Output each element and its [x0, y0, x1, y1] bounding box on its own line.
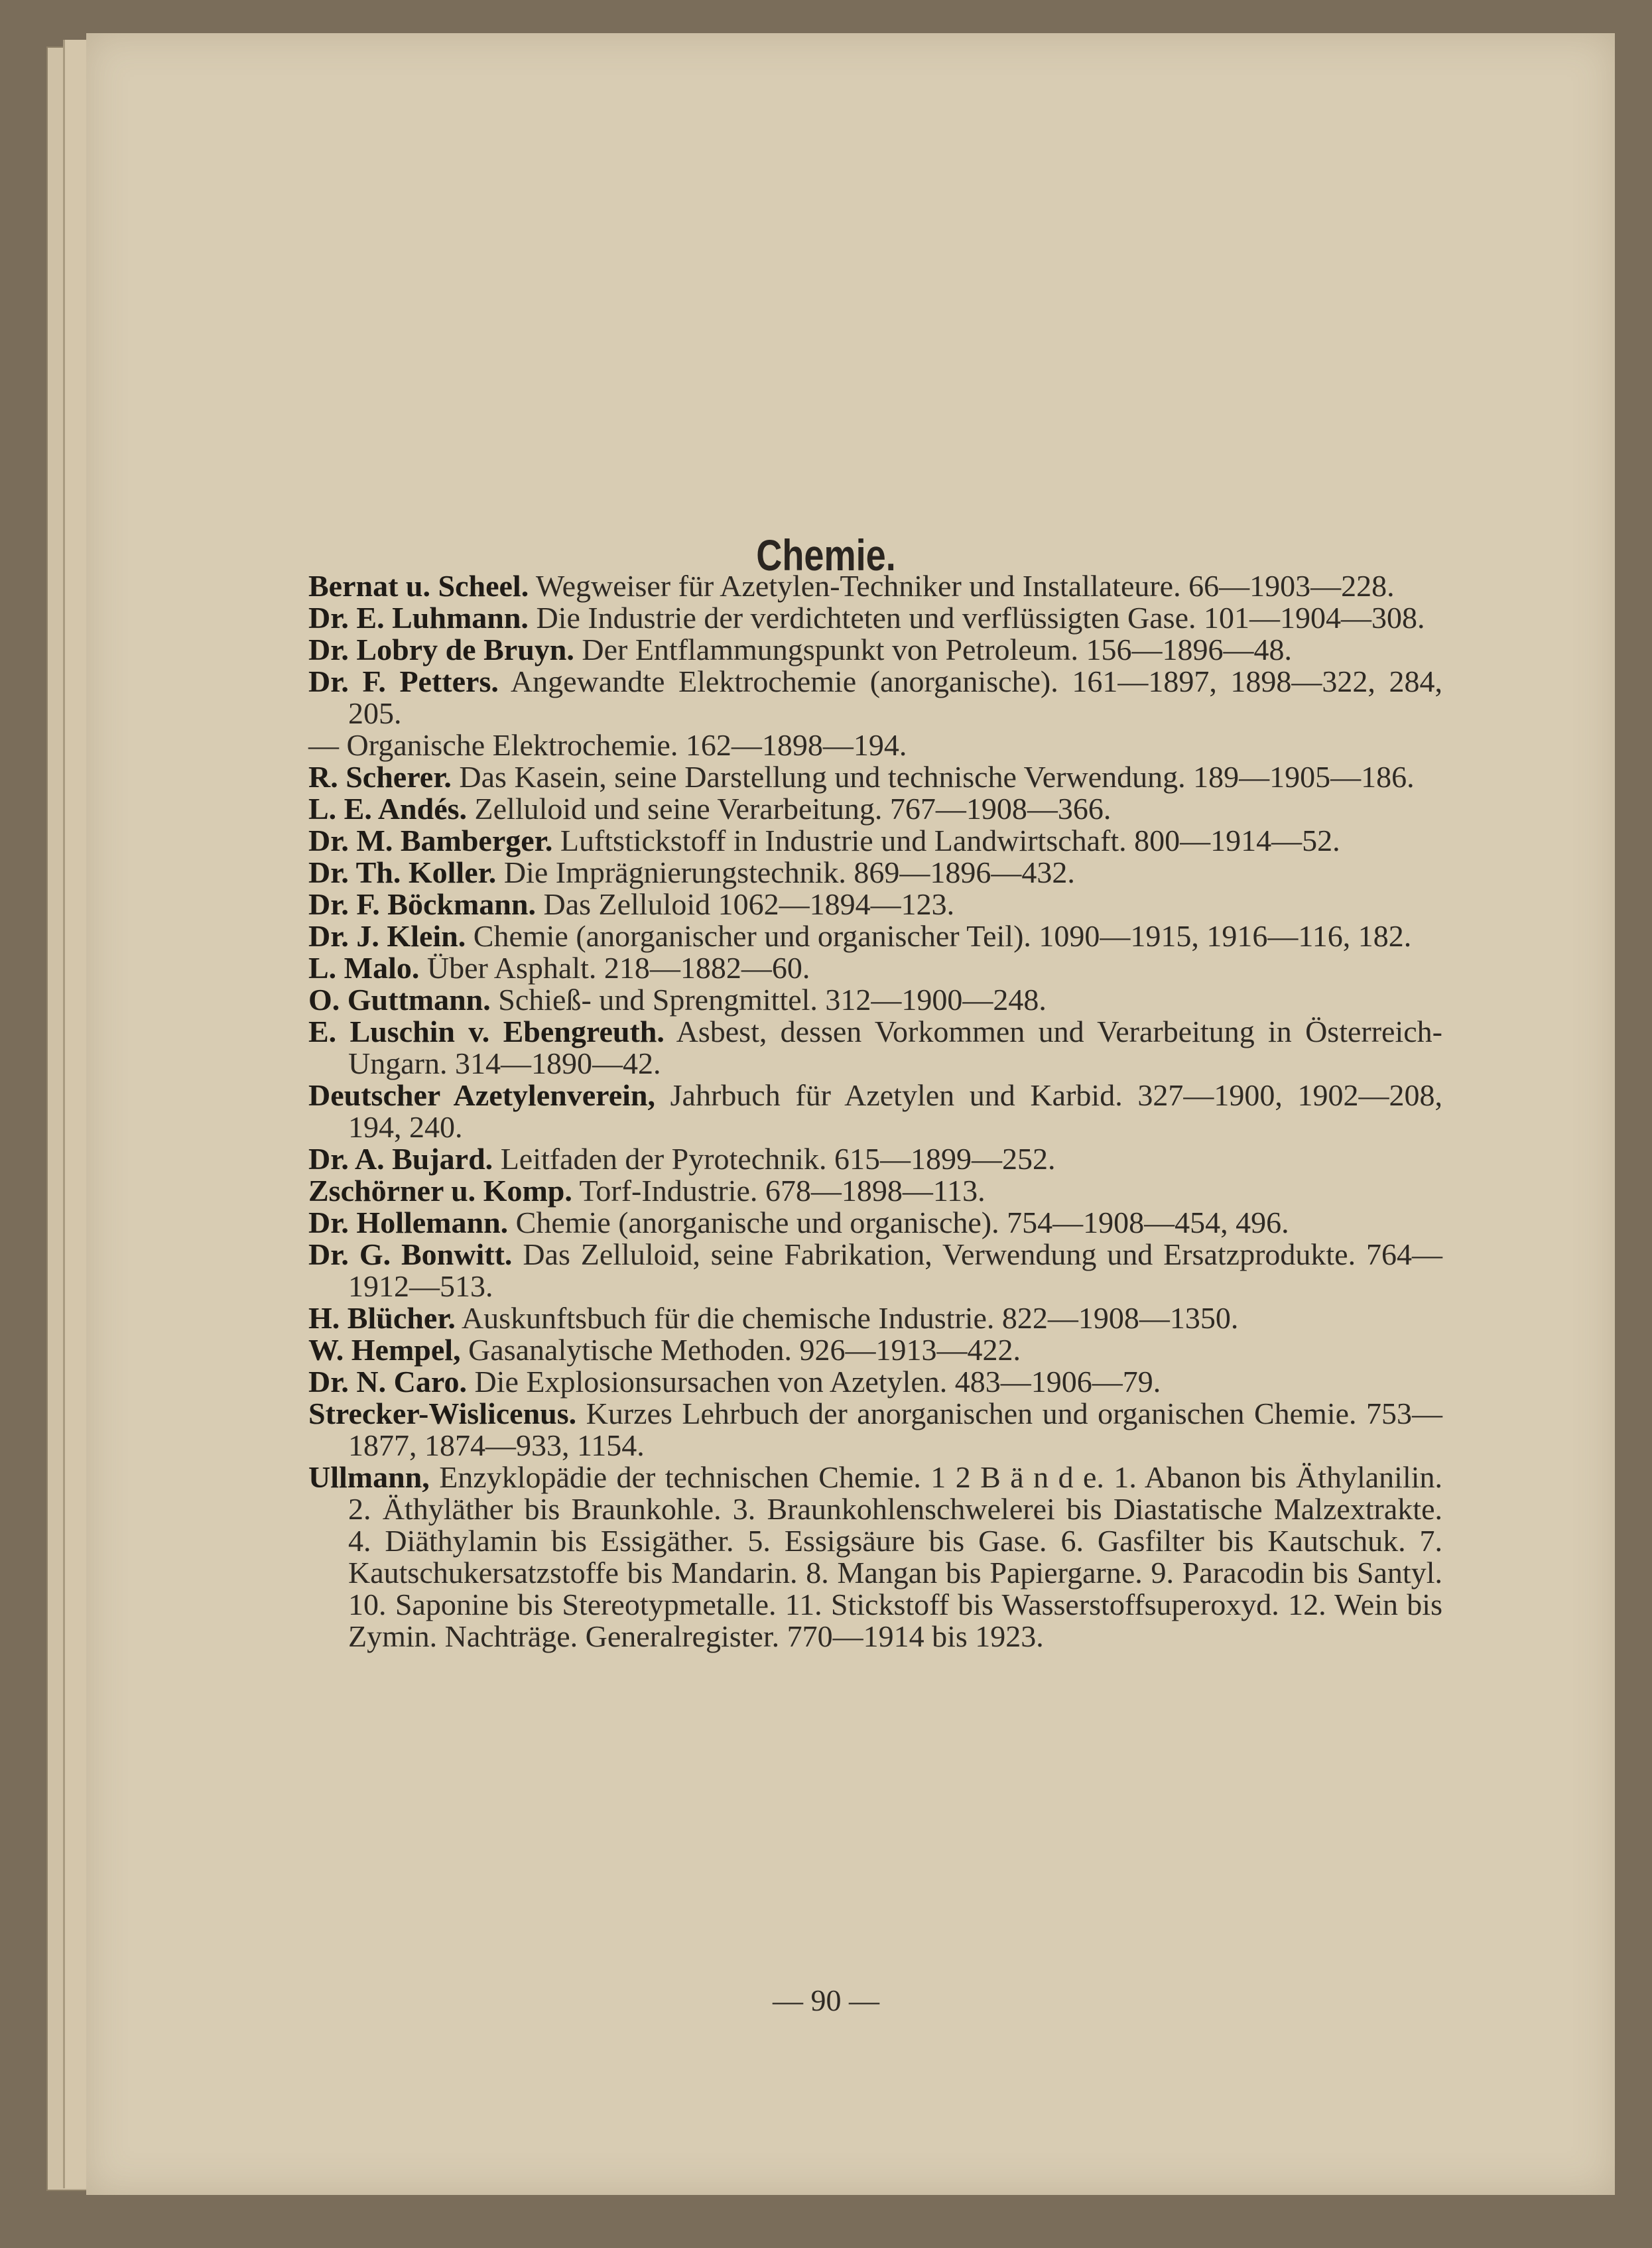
entry-text: Der Entflammungspunkt von Petroleum. 156—1896—48. [582, 633, 1293, 666]
entry-text: Zelluloid und seine Verarbeitung. 767—1908—366. [474, 792, 1112, 826]
entry-text: Die Explosionsursachen von Azetylen. 483—1906—79. [474, 1365, 1161, 1399]
list-item [308, 761, 1442, 793]
list-item [308, 857, 1442, 889]
list-item [308, 570, 1442, 602]
entry-author: Dr. F. Böckmann. [308, 887, 536, 921]
entry-author: H. Blücher. [308, 1301, 456, 1335]
entry-text: Leitfaden der Pyrotechnik. 615—1899—252. [500, 1142, 1056, 1176]
list-item [308, 889, 1442, 920]
entry-text: Über Asphalt. 218—1882—60. [426, 951, 810, 985]
entry-text: Schieß- und Sprengmittel. 312—1900—248. [498, 983, 1047, 1017]
list-item [308, 1143, 1442, 1175]
bibliography-list [308, 570, 1442, 1653]
entry-text: Chemie (anorganischer und organischer Teil). 1090—1915, 1916—116, 182. [473, 919, 1412, 953]
list-item [308, 634, 1442, 666]
list-item [308, 1334, 1442, 1366]
list-item [308, 1302, 1442, 1334]
list-item [308, 1175, 1442, 1207]
entry-author: Ullmann, [308, 1460, 430, 1494]
list-item [308, 793, 1442, 825]
entry-author: R. Scherer. [308, 760, 452, 794]
entry-text: Luftstickstoff in Industrie und Landwirtschaft. 800—1914—52. [560, 824, 1340, 857]
entry-text: Gasanalytische Methoden. 926—1913—422. [468, 1333, 1021, 1367]
entry-author: L. Malo. [308, 951, 420, 985]
entry-text: Chemie (anorganische und organische). 754—1908—454, 496. [515, 1206, 1289, 1239]
entry-text: Asbest, dessen Vorkommen und Verarbeitung in Österreich-Ungarn. 314—1890—42. [348, 1015, 1442, 1080]
page-title: Chemie. [756, 531, 896, 580]
list-item [308, 1080, 1442, 1143]
list-item [308, 825, 1442, 857]
entry-author: Bernat u. Scheel. [308, 569, 529, 603]
entry-author: L. E. Andés. [308, 792, 468, 826]
entry-text: Angewandte Elektrochemie (anorganische). 161—1897, 1898—322, 284, 205. [348, 664, 1443, 730]
entry-author: Dr. A. Bujard. [308, 1142, 493, 1176]
list-item [308, 666, 1442, 729]
entry-author: Dr. F. Petters. [308, 664, 499, 698]
entry-text: Jahrbuch für Azetylen und Karbid. 327—1900, 1902—208, 194, 240. [348, 1078, 1443, 1144]
list-item [308, 1398, 1442, 1462]
entry-author: Dr. J. Klein. [308, 919, 466, 953]
entry-author: Dr. Th. Koller. [308, 855, 497, 889]
entry-author: Dr. N. Caro. [308, 1365, 467, 1399]
list-item [308, 1366, 1442, 1398]
entry-text: Das Zelluloid 1062—1894—123. [543, 887, 955, 921]
entry-author: Dr. E. Luhmann. [308, 601, 529, 635]
entry-author: E. Luschin v. Ebengreuth. [308, 1015, 665, 1048]
list-item [308, 1462, 1442, 1653]
entry-author: Dr. Hollemann. [308, 1206, 509, 1239]
entry-text: Kurzes Lehrbuch der anorganischen und organischen Chemie. 753—1877, 1874—933, 1154. [348, 1397, 1443, 1462]
entry-author: Zschörner u. Komp. [308, 1174, 572, 1208]
entry-text: Das Zelluloid, seine Fabrikation, Verwendung und Ersatzprodukte. 764—1912—513. [348, 1237, 1442, 1303]
list-item [308, 952, 1442, 984]
list-item [308, 602, 1442, 634]
list-item [308, 1016, 1442, 1080]
entry-text: Die Imprägnierungstechnik. 869—1896—432. [503, 855, 1075, 889]
list-item [308, 920, 1442, 952]
entry-author: Deutscher Azetylenverein, [308, 1078, 655, 1112]
entry-text: Das Kasein, seine Darstellung und technische Verwendung. 189—1905—186. [459, 760, 1415, 794]
entry-author: Dr. M. Bamberger. [308, 824, 553, 857]
entry-author: Dr. Lobry de Bruyn. [308, 633, 574, 666]
entry-text: Wegweiser für Azetylen-Techniker und Installateure. 66—1903—228. [535, 569, 1395, 603]
entry-author: O. Guttmann. [308, 983, 491, 1017]
entry-text: Die Industrie der verdichteten und verflüssigten Gase. 101—1904—308. [536, 601, 1425, 635]
entry-dash: — [308, 728, 339, 762]
list-item [308, 1207, 1442, 1239]
entry-text: Organische Elektrochemie. 162—1898—194. [346, 728, 907, 762]
list-item [308, 1239, 1442, 1302]
entry-text: Torf-Industrie. 678—1898—113. [579, 1174, 985, 1208]
entry-author: W. Hempel, [308, 1333, 461, 1367]
entry-text: Enzyklopädie der technischen Chemie. 1 2 B ä n d e. 1. Abanon bis Äthylanilin. 2. Äthyläther bis Braunkohle. 3. Braunkohlenschwelerei bis Diastatische Malzextrakte. 4. Diäthylamin bis Essigäther. 5. Essigsäure bis Gase. 6. Gasfilter bis Kautschuk. 7. Kautschukersatzstoffe bis Mandarin. 8. Mangan bis Papiergarne. 9. Paracodin bis Santyl. 10. Saponine bis Stereotypmetalle. 11. Stickstoff bis Wasserstoffsuperoxyd. 12. Wein bis Zymin. Nachträge. Generalregister. 770—1914 bis 1923. [348, 1460, 1442, 1653]
entry-text: Auskunftsbuch für die chemische Industrie. 822—1908—1350. [461, 1301, 1239, 1335]
entry-author: Dr. G. Bonwitt. [308, 1237, 513, 1271]
entry-author: Strecker-Wislicenus. [308, 1397, 577, 1430]
page-number: — 90 — [773, 1983, 879, 2017]
list-item [308, 729, 1442, 761]
list-item [308, 984, 1442, 1016]
